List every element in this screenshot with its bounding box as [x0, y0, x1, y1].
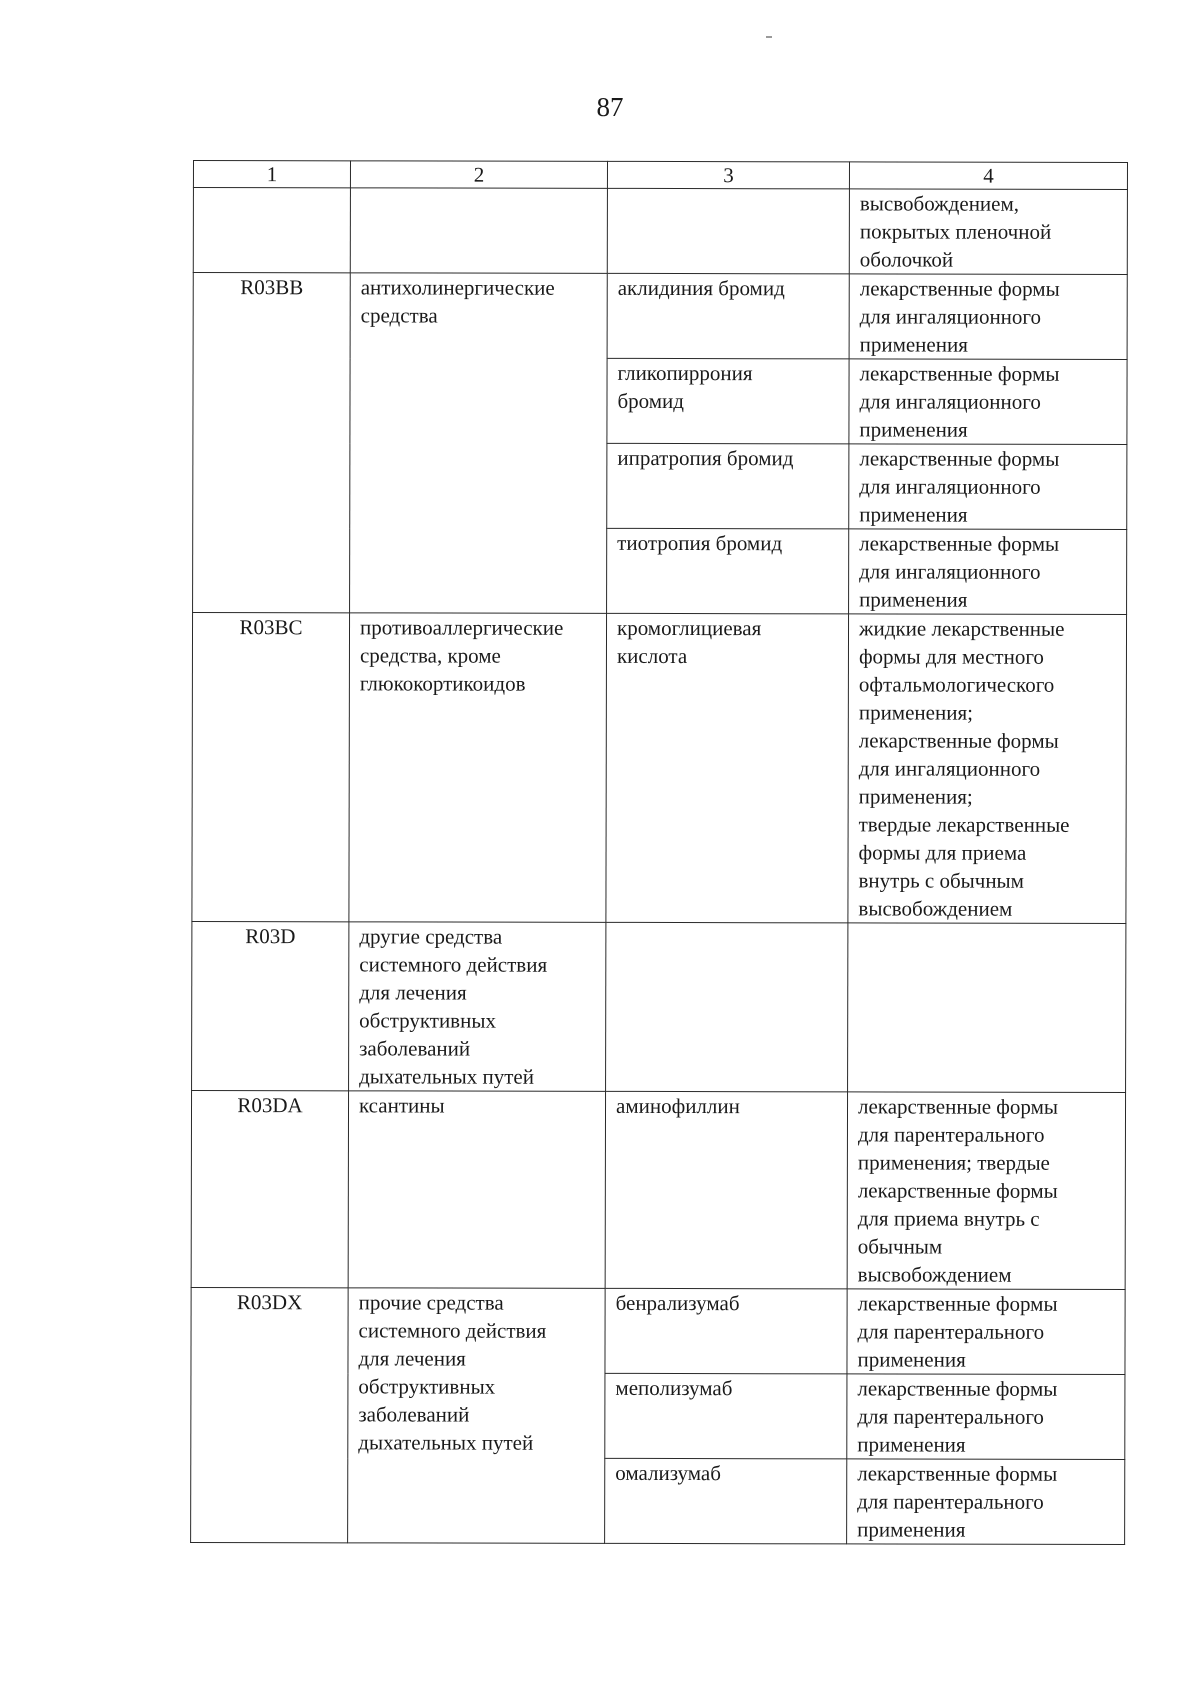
drug-name-cell: аминофиллин — [605, 1091, 847, 1289]
header-row — [193, 161, 1127, 190]
pharmacological-group-cell: другие средства системного действия для лечения обструктивных заболеваний дыхательных путей — [349, 922, 606, 1092]
table-row — [192, 613, 1127, 924]
header-col-4: 4 — [849, 162, 1127, 190]
dosage-form-cell: лекарственные формы для парентерального применения — [847, 1289, 1125, 1375]
atc-code-cell: R03BB — [193, 273, 351, 613]
scan-speck — [766, 36, 772, 38]
drug-name-cell: тиотропия бромид — [607, 528, 849, 614]
drug-name-cell: бенрализумаб — [605, 1288, 847, 1374]
dosage-form-cell: лекарственные формы для ингаляционного применения — [849, 359, 1127, 445]
header-col-1: 1 — [193, 161, 350, 188]
drug-name-cell: меполизумаб — [605, 1373, 847, 1459]
page-number: 87 — [596, 92, 624, 122]
dosage-form-cell: лекарственные формы для ингаляционного применения — [849, 444, 1127, 530]
table-header — [193, 161, 1127, 190]
table-row — [191, 1287, 1125, 1374]
pharmacological-group-cell: антихолинергические средства — [350, 273, 608, 614]
drug-name-cell: омализумаб — [605, 1458, 847, 1544]
pharmacological-group-cell: противоаллергические средства, кроме глюкокортикоидов — [349, 613, 607, 923]
dosage-form-cell: лекарственные формы для парентерального применения — [847, 1374, 1125, 1460]
atc-code-cell — [193, 188, 350, 273]
drug-name-cell: ипратропия бромид — [607, 443, 849, 529]
drug-name-cell: аклидиния бромид — [607, 273, 849, 359]
pharmacological-group-cell — [350, 188, 607, 274]
dosage-form-cell: лекарственные формы для ингаляционного применения — [849, 529, 1127, 615]
table-body — [191, 188, 1128, 1545]
drug-list-table — [190, 160, 1128, 1545]
table-row — [192, 921, 1126, 1092]
atc-code-cell: R03DX — [191, 1287, 349, 1542]
atc-code-cell: R03BC — [192, 613, 350, 922]
dosage-form-cell: высвобождением, покрытых пленочной оболочкой — [849, 189, 1127, 275]
pharmacological-group-cell: прочие средства системного действия для лечения обструктивных заболеваний дыхательных путей — [348, 1288, 606, 1544]
drug-name-cell: кромоглициевая кислота — [606, 613, 849, 923]
atc-code-cell: R03DA — [191, 1090, 348, 1287]
drug-name-cell — [607, 188, 849, 274]
dosage-form-cell: лекарственные формы для парентерального применения; твердые лекарственные формы для приема внутрь с обычным высвобождением — [847, 1092, 1125, 1290]
dosage-form-cell: лекарственные формы для парентерального применения — [847, 1459, 1125, 1545]
dosage-form-cell — [848, 923, 1126, 1093]
table-row — [193, 188, 1127, 275]
header-col-2: 2 — [350, 161, 607, 189]
pharmacological-group-cell: ксантины — [348, 1091, 605, 1289]
table-row — [191, 1090, 1125, 1289]
table-row — [193, 273, 1127, 360]
drug-name-cell — [606, 922, 848, 1092]
dosage-form-cell: лекарственные формы для ингаляционного применения — [849, 274, 1127, 360]
atc-code-cell: R03D — [192, 921, 349, 1090]
drug-name-cell: гликопиррония бромид — [607, 358, 849, 444]
dosage-form-cell: жидкие лекарственные формы для местного офтальмологического применения; лекарственные формы для ингаляционного применения; твердые лекарственные формы для приема внутрь с обычным высвобождением — [848, 614, 1127, 924]
header-col-3: 3 — [607, 161, 849, 189]
